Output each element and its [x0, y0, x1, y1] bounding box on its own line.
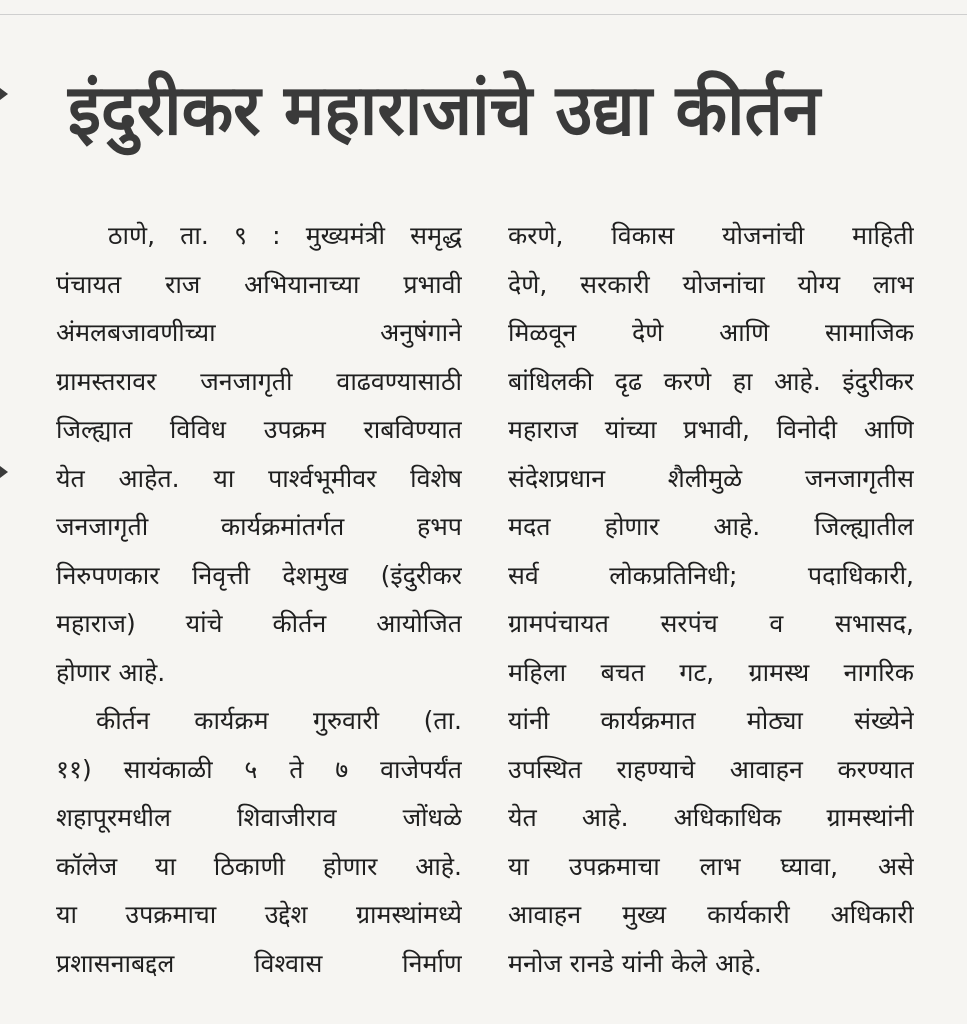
article-line: अंमलबजावणीच्या अनुषंगाने [56, 318, 462, 347]
edge-marker [0, 466, 8, 478]
article-line: येत आहे. अधिकाधिक ग्रामस्थांनी [508, 803, 914, 832]
article-line: मदत होणार आहे. जिल्ह्यातील [508, 512, 914, 541]
article-line: जिल्ह्यात विविध उपक्रम राबविण्यात [56, 415, 462, 444]
article-line: मिळवून देणे आणि सामाजिक [508, 318, 914, 347]
article-line: कॉलेज या ठिकाणी होणार आहे. [56, 851, 462, 881]
article-line: या उपक्रमाचा उद्देश ग्रामस्थांमध्ये [56, 900, 462, 929]
article-body [56, 212, 926, 992]
article-line: ग्रामस्तरावर जनजागृती वाढवण्यासाठी [56, 366, 462, 396]
article-line: आवाहन मुख्य कार्यकारी अधिकारी [508, 900, 914, 929]
article-line: महाराज यांच्या प्रभावी, विनोदी आणि [508, 415, 914, 444]
article-line: निरुपणकार निवृत्ती देशमुख (इंदुरीकर [56, 560, 462, 590]
top-rule [0, 14, 967, 15]
article-line: संदेशप्रधान शैलीमुळे जनजागृतीस [508, 463, 914, 493]
article-line: महाराज) यांचे कीर्तन आयोजित [56, 609, 462, 638]
article-left-column [56, 212, 462, 988]
article-line: यांनी कार्यक्रमात मोठ्या संख्येने [508, 706, 914, 735]
article-line: महिला बचत गट, ग्रामस्थ नागरिक [508, 657, 914, 687]
headline: इंदुरीकर महाराजांचे उद्या कीर्तन [68, 69, 821, 151]
article-line: होणार आहे. [56, 657, 166, 687]
article-line: कीर्तन कार्यक्रम गुरुवारी (ता. [96, 706, 462, 735]
article-line: जनजागृती कार्यक्रमांतर्गत हभप [56, 512, 462, 541]
edge-marker [0, 88, 8, 100]
article-line: शहापूरमधील शिवाजीराव जोंधळे [56, 803, 462, 832]
article-line: पंचायत राज अभियानाच्या प्रभावी [56, 269, 462, 299]
article-line: बांधिलकी दृढ करणे हा आहे. इंदुरीकर [508, 366, 914, 396]
article-line: ग्रामपंचायत सरपंच व सभासद, [508, 609, 914, 638]
article-line: करणे, विकास योजनांची माहिती [508, 221, 914, 250]
article-line: ११) सायंकाळी ५ ते ७ वाजेपर्यंत [56, 754, 462, 784]
article-line: प्रशासनाबद्दल विश्वास निर्माण [56, 948, 462, 978]
article-line: उपस्थित राहण्याचे आवाहन करण्यात [508, 754, 914, 784]
article-line: या उपक्रमाचा लाभ घ्यावा, असे [508, 851, 914, 881]
article-line: देणे, सरकारी योजनांचा योग्य लाभ [508, 269, 914, 299]
article-line: येत आहेत. या पार्श्वभूमीवर विशेष [56, 463, 462, 493]
article-line: ठाणे, ता. ९ : मुख्यमंत्री समृद्ध [108, 221, 462, 250]
article-right-column [508, 212, 914, 988]
article-line: सर्व लोकप्रतिनिधी; पदाधिकारी, [508, 560, 914, 590]
article-line: मनोज रानडे यांनी केले आहे. [508, 948, 762, 978]
